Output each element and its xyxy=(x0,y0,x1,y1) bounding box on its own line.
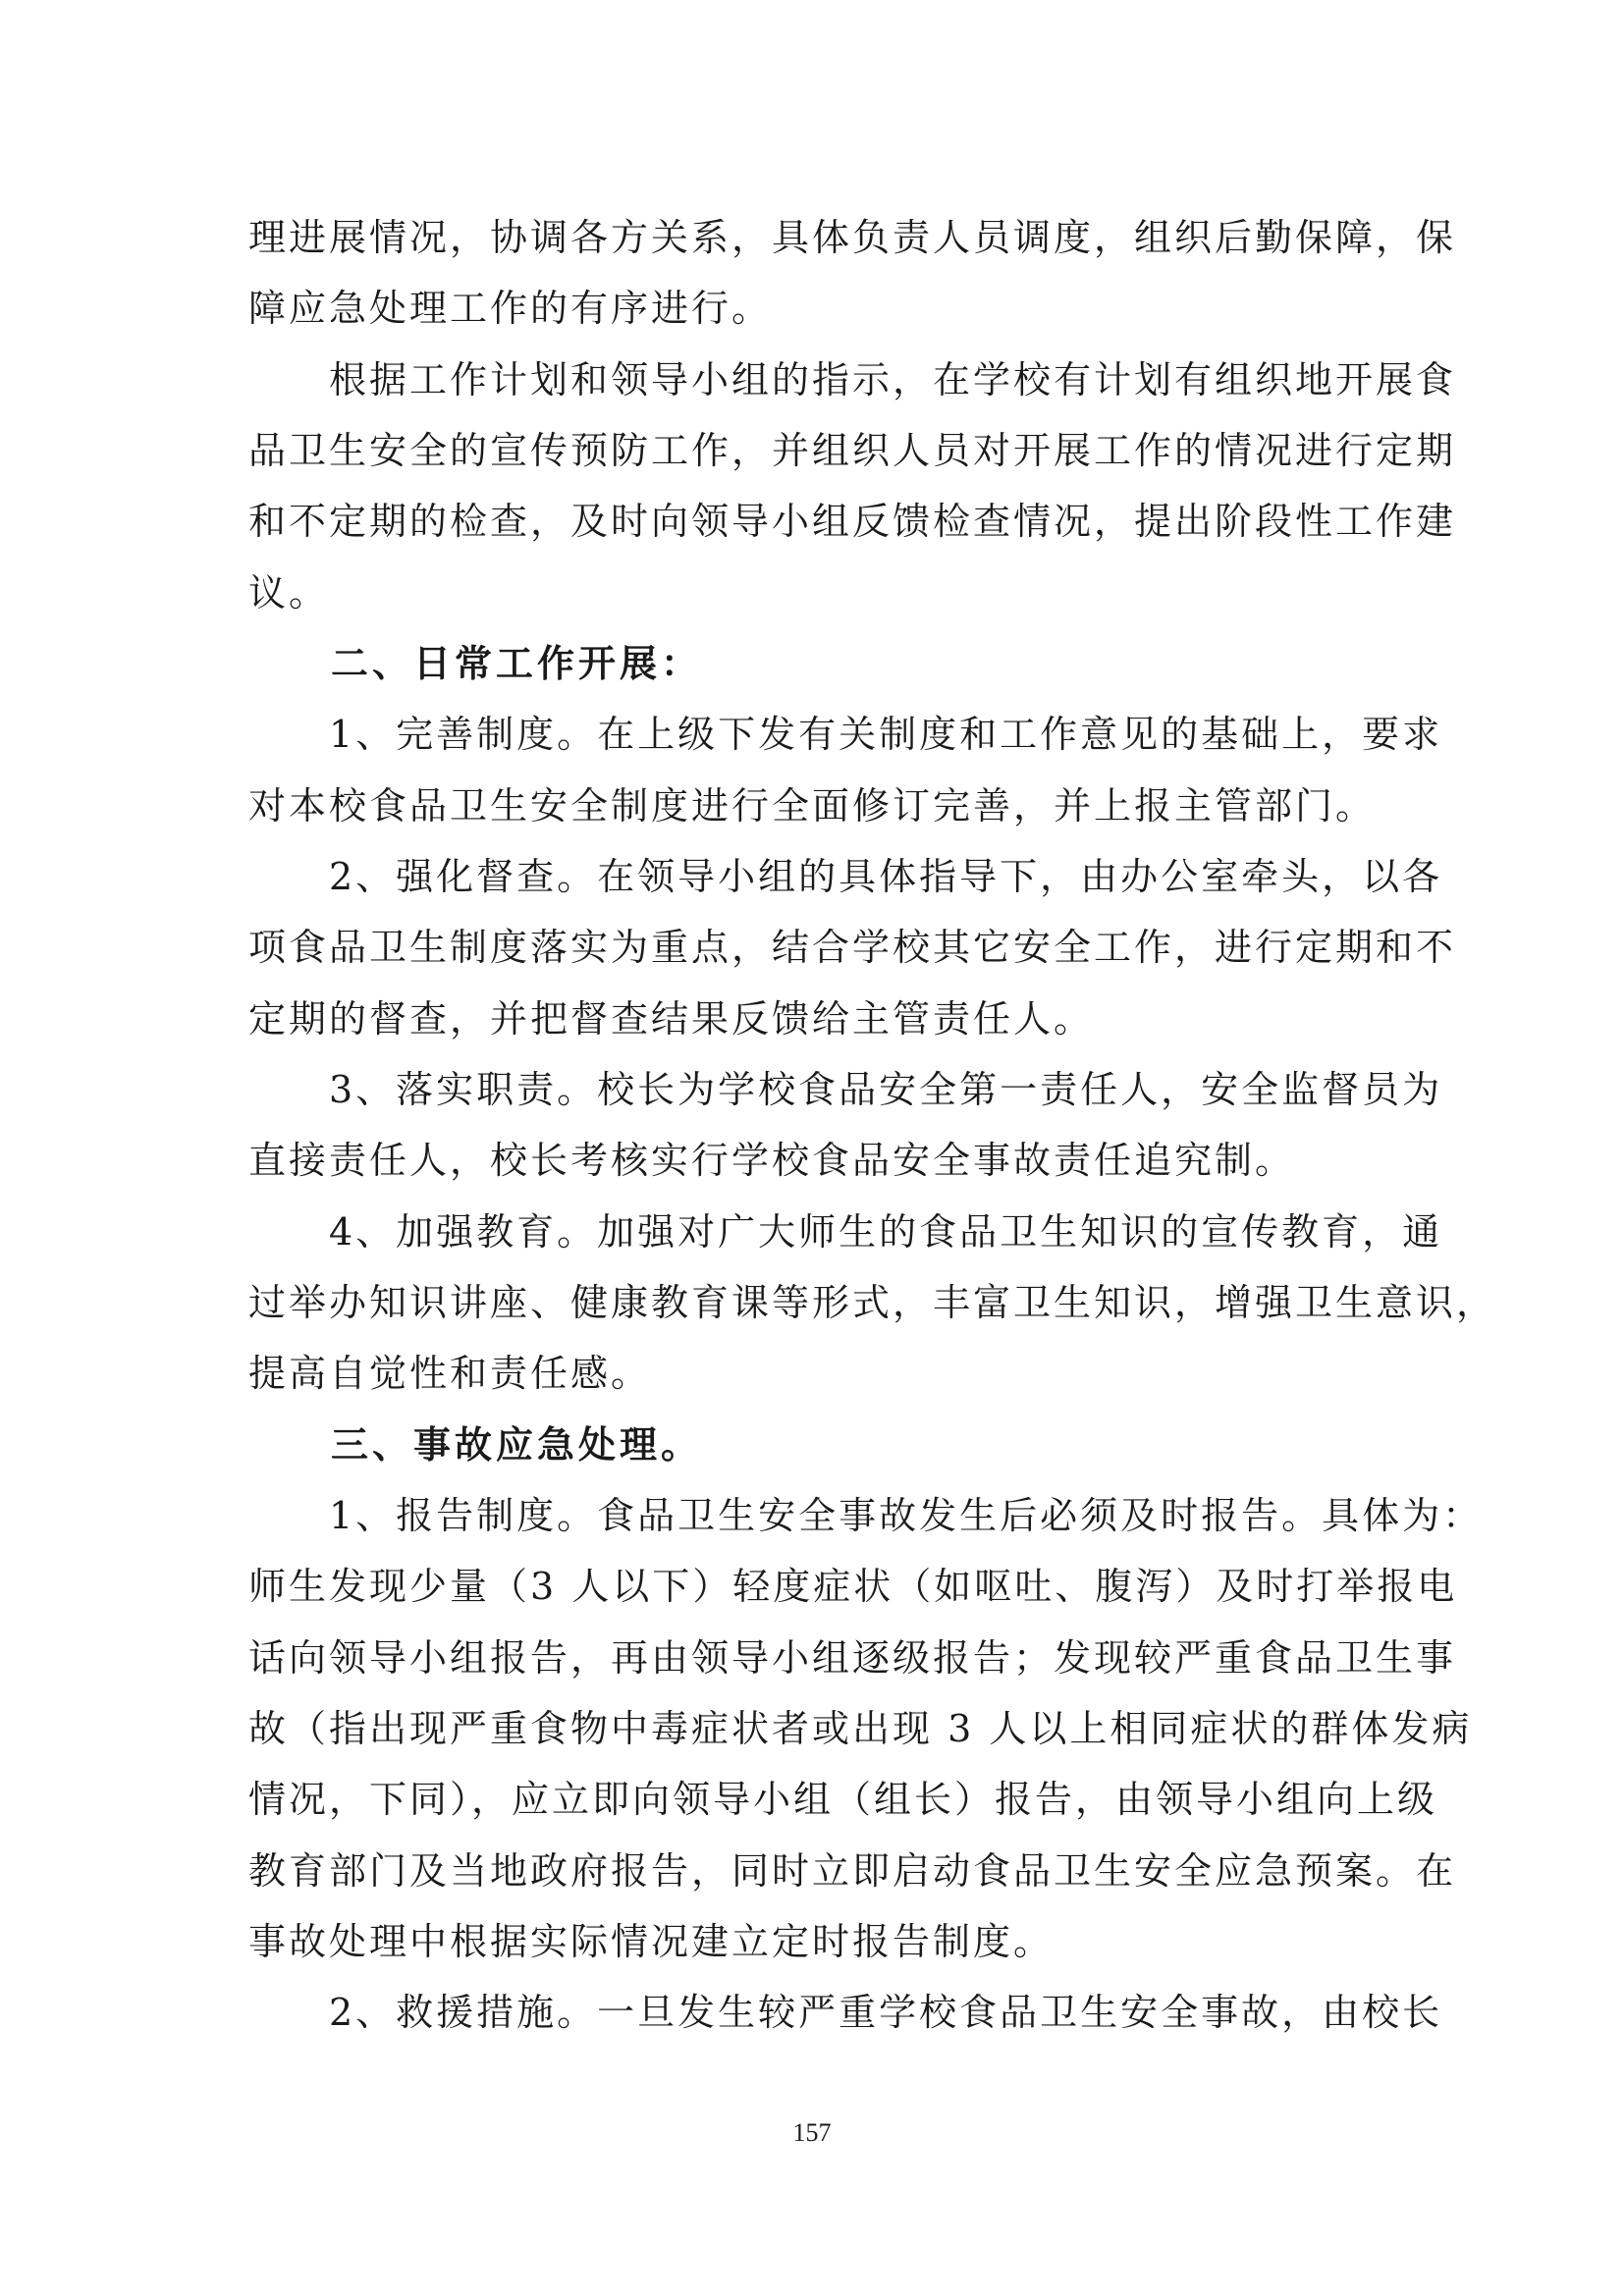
text-line: 项食品卫生制度落实为重点，结合学校其它安全工作，进行定期和不 xyxy=(248,926,1457,969)
section-heading: 三、事故应急处理。 xyxy=(248,1422,703,1467)
text-line: 直接责任人，校长考核实行学校食品安全事故责任追究制。 xyxy=(248,1139,1296,1182)
text-line: 1、完善制度。在上级下发有关制度和工作意见的基础上，要求 xyxy=(248,713,1443,756)
text-line: 过举办知识讲座、健康教育课等形式，丰富卫生知识，增强卫生意识， xyxy=(248,1281,1497,1324)
text-line: 话向领导小组报告，再由领导小组逐级报告；发现较严重食品卫生事 xyxy=(248,1636,1457,1680)
text-line: 情况，下同），应立即向领导小组（组长）报告，由领导小组向上级 xyxy=(248,1778,1438,1821)
text-line: 对本校食品卫生安全制度进行全面修订完善，并上报主管部门。 xyxy=(248,784,1377,828)
page-number: 157 xyxy=(792,2118,832,2147)
text-line: 根据工作计划和领导小组的指示，在学校有计划有组织地开展食 xyxy=(248,358,1457,401)
text-line: 师生发现少量（3 人以下）轻度症状（如呕吐、腹泻）及时打举报电 xyxy=(248,1565,1458,1608)
text-line: 事故处理中根据实际情况建立定时报告制度。 xyxy=(248,1920,1055,1963)
text-line: 提高自觉性和责任感。 xyxy=(248,1352,652,1395)
section-heading: 二、日常工作开展： xyxy=(248,641,703,685)
text-line: 教育部门及当地政府报告，同时立即启动食品卫生安全应急预案。在 xyxy=(248,1849,1457,1893)
text-line: 定期的督查，并把督查结果反馈给主管责任人。 xyxy=(248,997,1095,1041)
text-line: 障应急处理工作的有序进行。 xyxy=(248,287,773,330)
text-line: 4、加强教育。加强对广大师生的食品卫生知识的宣传教育，通 xyxy=(248,1210,1443,1254)
text-line: 2、救援措施。一旦发生较严重学校食品卫生安全事故，由校长 xyxy=(248,1991,1443,2034)
text-line: 理进展情况，协调各方关系，具体负责人员调度，组织后勤保障，保 xyxy=(248,216,1457,259)
text-line: 2、强化督查。在领导小组的具体指导下，由办公室牵头，以各 xyxy=(248,855,1443,898)
text-line: 品卫生安全的宣传预防工作，并组织人员对开展工作的情况进行定期 xyxy=(248,429,1457,472)
text-line: 1、报告制度。食品卫生安全事故发生后必须及时报告。具体为： xyxy=(248,1494,1484,1537)
text-line: 和不定期的检查，及时向领导小组反馈检查情况，提出阶段性工作建 xyxy=(248,500,1457,543)
text-line: 议。 xyxy=(248,571,330,614)
text-line: 3、落实职责。校长为学校食品安全第一责任人，安全监督员为 xyxy=(248,1068,1443,1111)
text-line: 故（指出现严重食物中毒症状者或出现 3 人以上相同症状的群体发病 xyxy=(248,1707,1473,1750)
